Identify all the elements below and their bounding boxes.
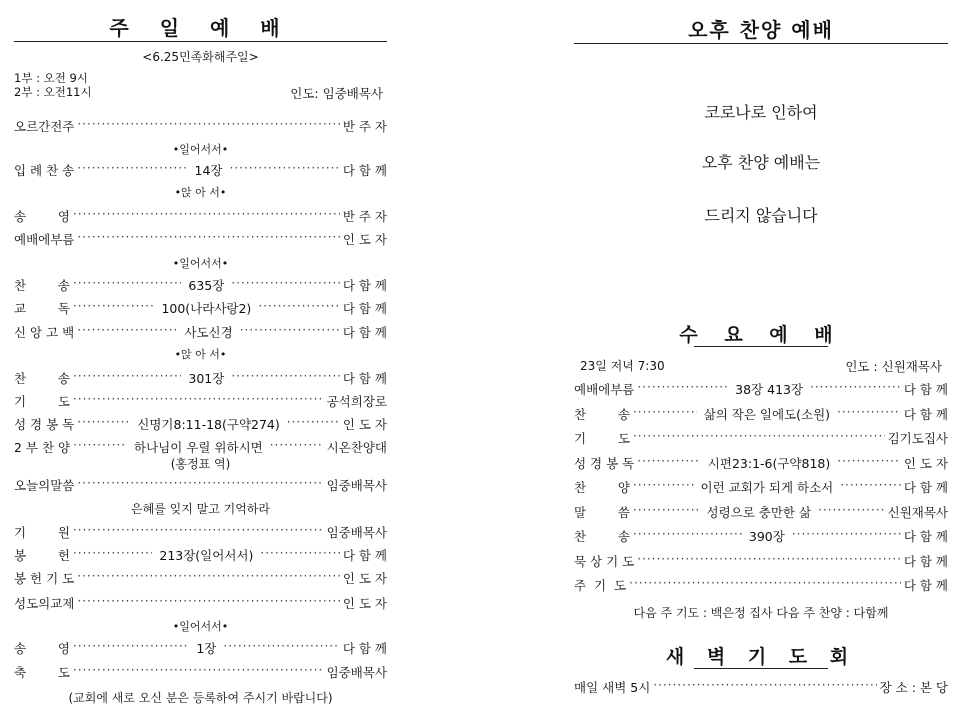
- order-row: [14, 593, 387, 613]
- order-row: [14, 368, 387, 388]
- leader-dots: [840, 480, 901, 494]
- wednesday-row: [574, 551, 948, 571]
- order-performer: 다 함 께: [903, 553, 948, 569]
- order-row: [14, 662, 387, 682]
- sunday-leader: 인도: 임중배목사: [290, 86, 383, 101]
- order-performer: 김기도집사: [887, 431, 948, 446]
- order-label: 성 경 봉 독: [574, 455, 635, 471]
- order-detail: 1장: [196, 641, 217, 656]
- leader-dots: [77, 417, 130, 431]
- dawn-divider: [694, 668, 828, 669]
- order-performer: 다 함 께: [903, 382, 948, 397]
- order-performer: 다 함 께: [342, 641, 387, 656]
- leader-dots: [73, 440, 127, 454]
- order-performer: 다 함 께: [903, 578, 948, 593]
- order-label: 말 씀: [574, 504, 630, 520]
- leader-dots: [73, 278, 181, 292]
- order-performer: 다 함 께: [342, 325, 388, 340]
- leader-dots: [73, 548, 152, 562]
- leader-dots: [258, 301, 340, 315]
- leader-dots: [633, 407, 697, 421]
- wednesday-row: [574, 379, 948, 399]
- order-note: •일어서서•: [172, 143, 229, 156]
- order-label: 기 도: [574, 431, 630, 446]
- order-performer: 인 도 자: [342, 596, 387, 611]
- order-detail: 신명기8:11-18(구약274): [137, 417, 280, 432]
- leader-dots: [77, 119, 339, 133]
- sunday-title: 주 일 예 배: [109, 16, 292, 40]
- order-performer: 임중배목사: [326, 525, 387, 540]
- service-time-1: 1부 : 오전 9시: [14, 71, 88, 85]
- order-detail: 시편23:1-6(구약818): [707, 455, 831, 471]
- order-note: (홍정표 역): [170, 457, 231, 471]
- order-row: [14, 437, 387, 457]
- order-performer: 다 함 께: [342, 371, 387, 386]
- order-row: [14, 298, 387, 318]
- leader-dots: [231, 371, 339, 385]
- order-performer: 인 도 자: [342, 571, 387, 586]
- order-performer: 인 도 자: [342, 232, 387, 247]
- order-label: 교 독: [14, 301, 70, 316]
- leader-dots: [73, 209, 340, 223]
- order-note: •일어서서•: [172, 257, 229, 270]
- order-performer: 반 주 자: [342, 209, 387, 224]
- order-note: •앉 아 서•: [174, 348, 227, 361]
- afternoon-message-3: 드리지 않습니다: [704, 206, 818, 225]
- leader-dots: [637, 382, 728, 396]
- order-label: 성 경 봉 독: [14, 417, 75, 432]
- order-label: 봉 헌: [14, 548, 70, 563]
- afternoon-title: 오후 찬양 예배: [688, 18, 834, 42]
- order-label: 주 기 도: [574, 578, 627, 593]
- leader-dots: [77, 163, 187, 177]
- order-row: [14, 638, 387, 658]
- service-time-2: 2부 : 오전11시: [14, 85, 92, 99]
- order-row: [14, 229, 387, 249]
- order-detail: 성령으로 충만한 삶: [706, 504, 812, 520]
- order-performer: 시온찬양대: [326, 440, 388, 455]
- leader-dots: [230, 163, 340, 177]
- dawn-place: 장 소 : 본 당: [879, 680, 948, 695]
- leader-dots: [629, 578, 901, 592]
- next-week-info: 다음 주 기도 : 백은정 집사 다음 주 찬양 : 다함께: [633, 606, 889, 620]
- order-performer: 신원재목사: [887, 504, 949, 520]
- order-label: 묵 상 기 도: [574, 553, 635, 569]
- dawn-row: [574, 677, 948, 697]
- order-performer: 다 함 께: [903, 406, 949, 422]
- order-performer: 다 함 께: [903, 529, 948, 544]
- leader-dots: [77, 596, 339, 610]
- order-label: 봉 헌 기 도: [14, 571, 75, 586]
- wednesday-row: [574, 404, 948, 424]
- wednesday-row: [574, 453, 948, 473]
- order-label: 기 원: [14, 525, 70, 540]
- order-label: 오르간전주: [14, 119, 75, 134]
- order-row: [14, 206, 387, 226]
- dawn-label: 매일 새벽 5시: [574, 680, 651, 695]
- dawn-title: 새 벽 기 도 회: [665, 646, 857, 668]
- leader-dots: [633, 431, 885, 445]
- leader-dots: [633, 480, 694, 494]
- order-detail: 635장: [188, 278, 225, 293]
- order-label: 기 도: [14, 394, 70, 409]
- sunday-subtitle: <6.25민족화해주일>: [142, 50, 259, 64]
- leader-dots: [633, 505, 700, 519]
- leader-dots: [633, 529, 742, 543]
- leader-dots: [77, 478, 323, 492]
- wednesday-row: [574, 575, 948, 595]
- order-label: 예배에부름: [14, 232, 75, 247]
- order-performer: 다 함 께: [903, 480, 949, 495]
- leader-dots: [792, 529, 901, 543]
- leader-dots: [73, 371, 181, 385]
- leader-dots: [73, 641, 189, 655]
- order-row: [14, 522, 387, 542]
- order-detail: 301장: [188, 371, 225, 386]
- order-detail: 이런 교회가 되게 하소서: [700, 480, 834, 495]
- order-detail: 100(나라사랑2): [161, 301, 252, 316]
- order-label: 송 영: [14, 641, 70, 656]
- order-row: [14, 322, 387, 342]
- order-note: 은혜를 잊지 말고 기억하라: [131, 502, 270, 516]
- wednesday-title: 수 요 예 배: [679, 324, 843, 346]
- order-label: 축 도: [14, 665, 70, 680]
- leader-dots: [77, 232, 339, 246]
- order-performer: 인 도 자: [342, 417, 387, 432]
- order-performer: 반 주 자: [342, 119, 387, 134]
- order-label: 예배에부름: [574, 382, 635, 397]
- leader-dots: [73, 301, 155, 315]
- afternoon-message-2: 오후 찬양 예배는: [701, 153, 821, 172]
- order-row: [14, 391, 387, 411]
- order-label: 찬 송: [14, 278, 70, 293]
- order-performer: 다 함 께: [342, 163, 387, 178]
- leader-dots: [637, 554, 901, 568]
- afternoon-message-1: 코로나로 인하여: [704, 103, 818, 122]
- order-performer: 다 함 께: [342, 301, 387, 316]
- wednesday-row: [574, 526, 948, 546]
- order-detail: 사도신경: [184, 325, 233, 340]
- wednesday-leader: 인도 : 신원재목사: [845, 359, 942, 374]
- title-divider: [14, 41, 387, 42]
- order-performer: 임중배목사: [326, 478, 387, 493]
- order-row: [14, 414, 387, 434]
- order-label: 신 앙 고 백: [14, 325, 75, 340]
- order-performer: 다 함 께: [342, 548, 387, 563]
- order-detail: 213장(일어서서): [159, 548, 254, 563]
- order-label: 송 영: [14, 209, 70, 224]
- leader-dots: [287, 417, 340, 431]
- order-label: 찬 송: [574, 406, 630, 422]
- order-note: •앉 아 서•: [174, 186, 227, 199]
- order-detail: 390장: [748, 529, 785, 544]
- leader-dots: [77, 325, 177, 339]
- leader-dots: [837, 456, 901, 470]
- leader-dots: [73, 665, 324, 679]
- leader-dots: [73, 394, 324, 408]
- order-detail: 14장: [194, 163, 223, 178]
- leader-dots: [637, 456, 701, 470]
- order-detail: 삶의 작은 일에도(소원): [703, 406, 831, 422]
- leader-dots: [73, 525, 324, 539]
- leader-dots: [240, 325, 340, 339]
- order-label: 찬 양: [574, 480, 630, 495]
- afternoon-divider: [574, 43, 948, 44]
- order-label: 성도의교제: [14, 596, 75, 611]
- leader-dots: [260, 548, 339, 562]
- welcome-footer: (교회에 새로 오신 분은 등록하여 주시기 바랍니다): [68, 691, 333, 705]
- wednesday-row: [574, 477, 948, 497]
- leader-dots: [653, 680, 876, 694]
- wednesday-row: [574, 502, 948, 522]
- order-label: 찬 송: [14, 371, 70, 386]
- order-row: [14, 568, 387, 588]
- order-label: 찬 송: [574, 529, 630, 544]
- order-row: [14, 160, 387, 180]
- order-label: 2 부 찬 양: [14, 440, 71, 455]
- leader-dots: [810, 382, 901, 396]
- order-detail: 38장 413장: [735, 382, 804, 397]
- leader-dots: [231, 278, 339, 292]
- wednesday-time: 23일 저녁 7:30: [580, 359, 665, 373]
- order-row: [14, 475, 387, 495]
- order-row: [14, 275, 387, 295]
- order-performer: 다 함 께: [342, 278, 387, 293]
- order-detail: 하나님이 우릴 위하시면: [134, 440, 263, 455]
- order-label: 입 례 찬 송: [14, 163, 75, 178]
- order-row: [14, 545, 387, 565]
- order-row: [14, 116, 387, 136]
- order-label: 오늘의말씀: [14, 478, 75, 493]
- order-performer: 공석희장로: [326, 394, 387, 409]
- wednesday-divider: [694, 346, 828, 347]
- wednesday-row: [574, 428, 948, 448]
- order-performer: 인 도 자: [903, 455, 948, 471]
- order-note: •일어서서•: [172, 620, 229, 633]
- leader-dots: [77, 571, 340, 585]
- order-performer: 임중배목사: [326, 665, 387, 680]
- leader-dots: [223, 641, 339, 655]
- leader-dots: [837, 407, 901, 421]
- leader-dots: [270, 440, 324, 454]
- leader-dots: [818, 505, 885, 519]
